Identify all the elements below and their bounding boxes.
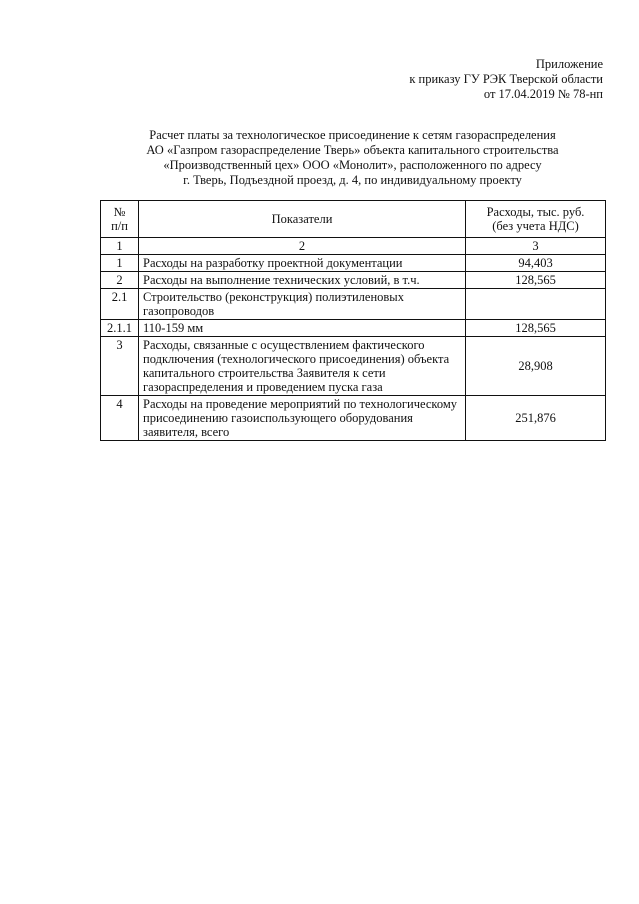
title-line-2: АО «Газпром газораспределение Тверь» объекта капитального строительства — [146, 143, 559, 157]
row-value: 251,876 — [466, 396, 606, 441]
title-line-3: «Производственный цех» ООО «Монолит», расположенного по адресу — [163, 158, 542, 172]
table-header-row — [101, 201, 606, 238]
header-num-line-2: п/п — [111, 219, 128, 233]
column-index-row — [101, 238, 606, 255]
row-value: 128,565 — [466, 272, 606, 289]
table-row — [101, 320, 606, 337]
header-value-line-2: (без учета НДС) — [492, 219, 579, 233]
appendix-line-3: от 17.04.2019 № 78-нп — [483, 87, 603, 101]
table-row — [101, 396, 606, 441]
table-row — [101, 255, 606, 272]
row-value: 28,908 — [466, 337, 606, 396]
table-row — [101, 289, 606, 320]
row-name: 110-159 мм — [139, 320, 466, 337]
appendix-header — [409, 57, 603, 102]
column-index-2: 2 — [139, 238, 466, 255]
row-name: Расходы на разработку проектной документации — [139, 255, 466, 272]
row-value: 128,565 — [466, 320, 606, 337]
row-value — [466, 289, 606, 320]
appendix-line-1: Приложение — [535, 57, 603, 71]
row-name: Строительство (реконструкция) полиэтиленовых газопроводов — [139, 289, 466, 320]
row-num: 1 — [101, 255, 139, 272]
row-name: Расходы, связанные с осуществлением фактического подключения (технологического присоединения) объекта капитального строительства Заявителя к сети газораспределения и проведением пуска газа — [139, 337, 466, 396]
cost-table — [100, 200, 606, 441]
column-index-1: 1 — [101, 238, 139, 255]
row-num: 3 — [101, 337, 139, 396]
row-value: 94,403 — [466, 255, 606, 272]
header-value — [466, 201, 606, 238]
header-num-line-1: № — [113, 205, 126, 219]
row-num: 2.1.1 — [101, 320, 139, 337]
row-num: 4 — [101, 396, 139, 441]
title-line-4: г. Тверь, Подъездной проезд, д. 4, по индивидуальному проекту — [183, 173, 522, 187]
table-row — [101, 337, 606, 396]
row-name: Расходы на выполнение технических условий, в т.ч. — [139, 272, 466, 289]
row-name: Расходы на проведение мероприятий по технологическому присоединению газоиспользующего оборудования заявителя, всего — [139, 396, 466, 441]
table-row — [101, 272, 606, 289]
header-value-line-1: Расходы, тыс. руб. — [486, 205, 585, 219]
row-num: 2 — [101, 272, 139, 289]
appendix-line-2: к приказу ГУ РЭК Тверской области — [409, 72, 603, 86]
column-index-3: 3 — [466, 238, 606, 255]
header-name: Показатели — [139, 201, 466, 238]
document-title — [100, 128, 605, 188]
header-num — [101, 201, 139, 238]
row-num: 2.1 — [101, 289, 139, 320]
title-line-1: Расчет платы за технологическое присоединение к сетям газораспределения — [149, 128, 556, 142]
